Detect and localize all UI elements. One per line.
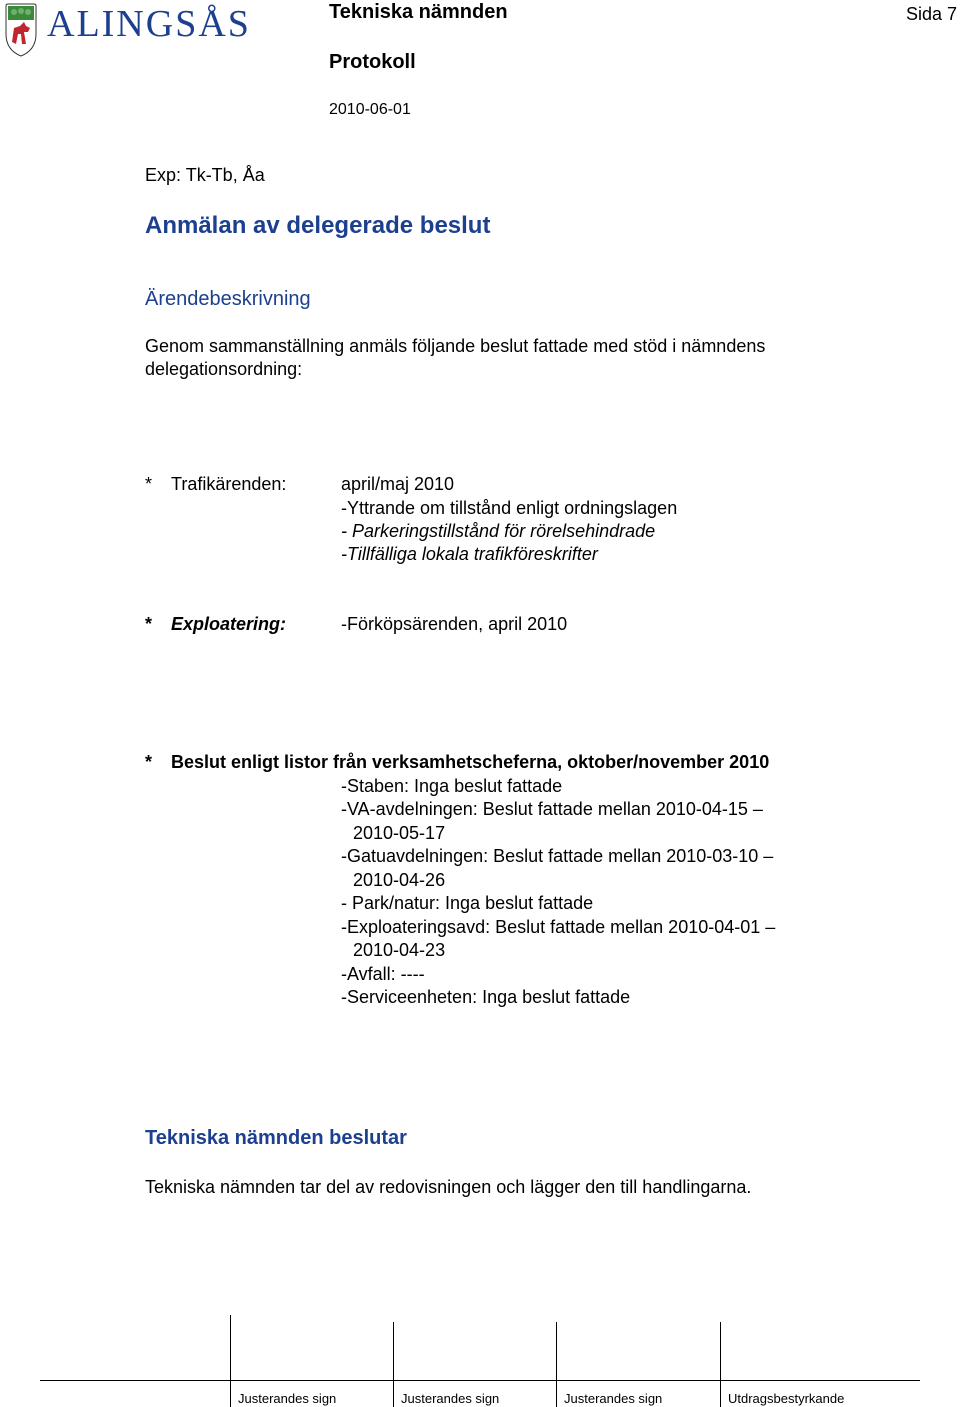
beslut-label: Beslut enligt listor från verksamhetscheferna, oktober/november 2010 (171, 752, 770, 772)
intro-text-line-2: delegationsordning: (145, 359, 303, 379)
page-number: Sida 7 (906, 4, 958, 24)
list-item: -Gatuavdelningen: Beslut fattade mellan 2010-03-10 – (341, 846, 774, 866)
section-heading: Ärendebeskrivning (145, 288, 311, 310)
signature-divider (230, 1315, 231, 1407)
list-item: -Avfall: ---- (341, 964, 425, 984)
header-date: 2010-06-01 (329, 101, 411, 118)
list-item: 2010-04-23 (353, 940, 446, 960)
decision-text: Tekniska nämnden tar del av redovisningen och lägger den till handlingarna. (145, 1177, 752, 1197)
coat-of-arms-icon (6, 4, 36, 56)
bullet: * (145, 474, 153, 494)
exploatering-text: -Förköpsärenden, april 2010 (341, 614, 568, 634)
signature-label: Justerandes sign (564, 1391, 663, 1406)
list-item: 2010-04-26 (353, 870, 446, 890)
signature-divider (556, 1322, 557, 1407)
signature-line (40, 1380, 920, 1381)
signature-divider (393, 1322, 394, 1407)
distribution-line: Exp: Tk-Tb, Åa (145, 165, 265, 185)
list-item: - Parkeringstillstånd för rörelsehindrade (341, 521, 656, 541)
signature-label: Justerandes sign (401, 1391, 500, 1406)
list-item: -Serviceenheten: Inga beslut fattade (341, 987, 631, 1007)
bullet: * (145, 614, 153, 634)
header-title: Tekniska nämnden (329, 1, 508, 23)
list-item: -Yttrande om tillstånd enligt ordningslagen (341, 498, 678, 518)
signature-label: Utdragsbestyrkande (728, 1391, 845, 1406)
trafik-label: Trafikärenden: (171, 474, 287, 494)
list-item: 2010-05-17 (353, 823, 446, 843)
exploatering-label: Exploatering: (171, 614, 287, 634)
bullet: * (145, 752, 153, 772)
page-heading: Anmälan av delegerade beslut (145, 212, 491, 239)
list-item: -VA-avdelningen: Beslut fattade mellan 2010-04-15 – (341, 799, 763, 819)
trafik-period: april/maj 2010 (341, 474, 455, 494)
signature-label: Justerandes sign (238, 1391, 337, 1406)
list-item: -Staben: Inga beslut fattade (341, 776, 563, 796)
signature-divider (720, 1322, 721, 1407)
list-item: -Tillfälliga lokala trafikföreskrifter (341, 544, 598, 564)
header-subtitle: Protokoll (329, 51, 416, 73)
intro-text-line-1: Genom sammanställning anmäls följande beslut fattade med stöd i nämndens (145, 336, 766, 356)
list-item: - Park/natur: Inga beslut fattade (341, 893, 594, 913)
logo-wordmark: ALINGSÅS (47, 3, 251, 45)
decision-heading: Tekniska nämnden beslutar (145, 1127, 407, 1149)
list-item: -Exploateringsavd: Beslut fattade mellan 2010-04-01 – (341, 917, 776, 937)
